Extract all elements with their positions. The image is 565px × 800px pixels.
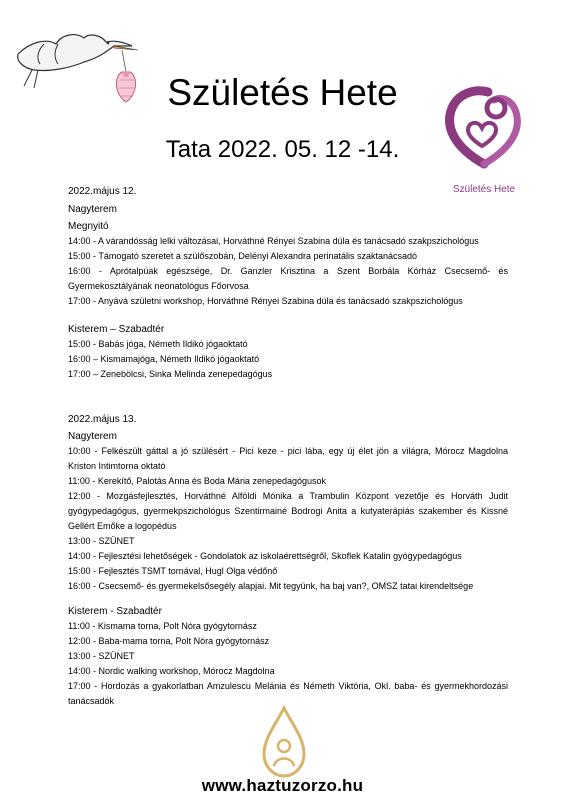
event-subtitle: Tata 2022. 05. 12 -14. xyxy=(165,136,400,163)
program-item: 16:00 - Aprótalpúak egészsége, Dr. Ganzler Krisztina a Szent Borbála Kórház Csecsemő- és Gyermekosztályának neonatológus Főorvosa xyxy=(68,266,508,291)
program-item: 15:00 - Fejlesztés TSMT tornával, Hugl Olga védőnő xyxy=(68,566,278,576)
program-item: 10:00 - Felkészült gáttal a jó szülésért - Pici keze - pici lába, egy új élet jön a világra, Mórocz Magdolna Kriston Intimtorna oktató xyxy=(68,446,508,471)
day1-date: 2022.május 12. xyxy=(68,186,137,197)
logo-label: Születés Hete xyxy=(452,184,516,195)
program-item: 15:00 - Babás jóga, Németh Ildikó jógaoktató xyxy=(68,339,248,349)
program-item: 17:00 - Hordozás a gyakorlatban Amzulescu Melánia és Németh Viktória, Okl. baba- és gyermekhordozási tanácsadók xyxy=(68,681,508,706)
day2-section xyxy=(68,412,508,594)
program-item: 14:00 - Nordic walking workshop, Mórocz Magdolna xyxy=(68,666,275,676)
bottom-drop-logo xyxy=(256,704,312,780)
day2-date: 2022.május 13. xyxy=(68,414,137,425)
day2-room2-name: Kisterem - Szabadtér xyxy=(68,606,162,617)
szuletes-hete-logo xyxy=(438,78,530,178)
program-item: 12:00 - Mozgásfejlesztés, Horváthné Alföldi Mónika a Trambulin Központ vezetője és Horváth Judit gyógypedagógus, gyermekpszichológus Szentirmainé Bodrogi Anita a kutyaterápiás szakember és Kissné Gellért Emőke a logopédus xyxy=(68,491,508,531)
program-item: 11:00 - Kerekítő, Palotás Anna és Boda Mária zenepedagógusok xyxy=(68,476,327,486)
day2-room2-section xyxy=(68,604,508,709)
program-item: 13:00 - SZÜNET xyxy=(68,536,135,546)
program-item: 11:00 - Kismama torna, Polt Nóra gyógytornász xyxy=(68,621,257,631)
day1-section xyxy=(68,184,508,309)
page-title: Születés Hete xyxy=(167,72,398,113)
day1-room2-name: Kisterem – Szabadtér xyxy=(68,324,165,335)
day1-room1-name: Nagyterem xyxy=(68,204,117,215)
website-url: www.haztuzorzo.hu xyxy=(201,776,364,795)
program-item: 15:00 - Támogató szeretet a szülőszobán, Delényi Alexandra perinatális szaktanácsadó xyxy=(68,251,418,261)
program-item: 12:00 - Baba-mama torna, Polt Nóra gyógytornász xyxy=(68,636,270,646)
program-item: 13:00 - SZÜNET xyxy=(68,651,135,661)
program-item: 16:00 - Csecsemő- és gyermekelsősegély alapjai. Mit tegyünk, ha baj van?, OMSZ tatai kirendeltsége xyxy=(68,581,474,591)
day1-room2-section xyxy=(68,322,508,382)
program-item: 16:00 – Kismamajóga, Németh Ildikó jógaoktató xyxy=(68,354,260,364)
program-item: 17:00 – Zenebölcsi, Sinka Melinda zenepedagógus xyxy=(68,369,273,379)
program-item: 17:00 - Anyává születni workshop, Horváthné Rényei Szabina dúla és tanácsadó szakpszichológus xyxy=(68,296,463,306)
day1-opening: Megnyitó xyxy=(68,221,109,232)
program-item: 14:00 - A várandósság lelki változásai, Horváthné Rényei Szabina dúla és tanácsadó szakpszichológus xyxy=(68,236,479,246)
program-item: 14:00 - Fejlesztési lehetőségek - Gondolatok az iskolaérettségről, Skoflek Katalin gyógypedagógus xyxy=(68,551,462,561)
day2-room1-name: Nagyterem xyxy=(68,431,117,442)
